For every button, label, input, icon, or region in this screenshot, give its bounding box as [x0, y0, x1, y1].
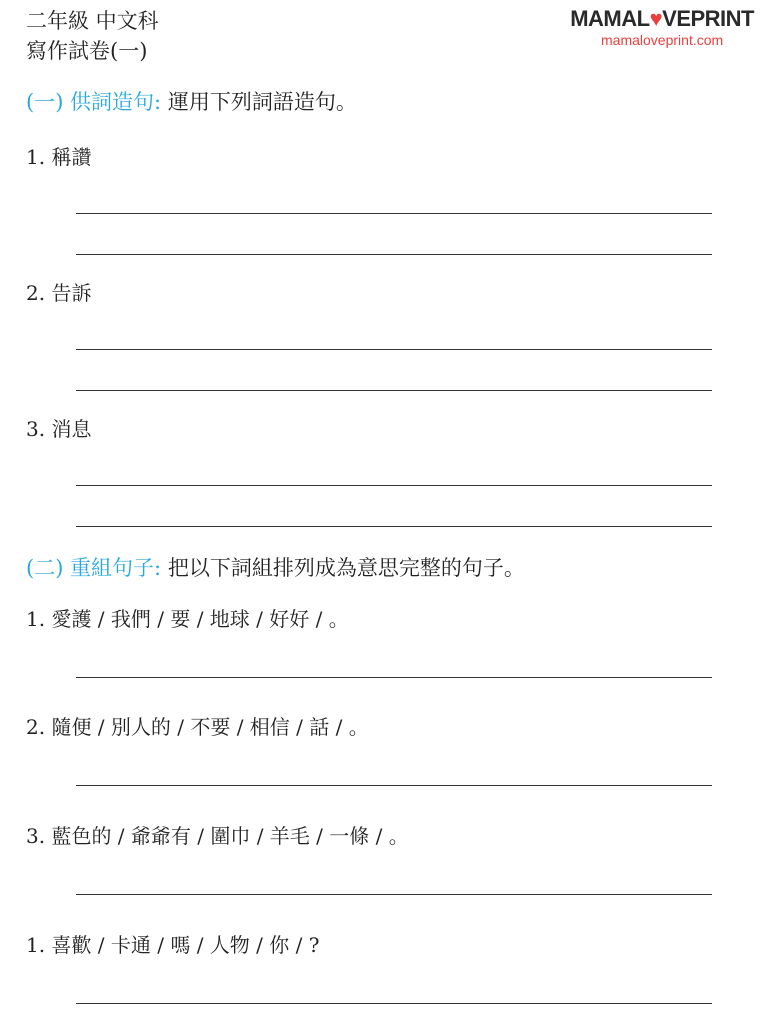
brand-url: mamaloveprint.com [601, 32, 724, 48]
section2-heading [26, 554, 525, 582]
answer-line[interactable] [76, 213, 712, 214]
heart-icon: ♥ [649, 6, 663, 31]
worksheet-subject: 二年級 中文科 [26, 9, 159, 33]
question-item: 2. 隨便 / 別人的 / 不要 / 相信 / 話 / 。 [26, 715, 369, 739]
answer-line[interactable] [76, 349, 712, 350]
answer-line[interactable] [76, 485, 712, 486]
question-item: 1. 稱讚 [26, 145, 92, 169]
question-item: 2. 告訴 [26, 281, 92, 305]
answer-line[interactable] [76, 785, 712, 786]
question-item: 1. 喜歡 / 卡通 / 嗎 / 人物 / 你 / ? [26, 933, 320, 957]
question-item: 3. 消息 [26, 417, 92, 441]
question-item: 3. 藍色的 / 爺爺有 / 圍巾 / 羊毛 / 一條 / 。 [26, 824, 409, 848]
question-item: 1. 愛護 / 我們 / 要 / 地球 / 好好 / 。 [26, 607, 349, 631]
answer-line[interactable] [76, 894, 712, 895]
section2-title: (二) 重組句子: [26, 556, 162, 580]
answer-line[interactable] [76, 1003, 712, 1004]
brand-logo [570, 6, 754, 48]
answer-line[interactable] [76, 677, 712, 678]
answer-line[interactable] [76, 526, 712, 527]
section1-instruction: 運用下列詞語造句。 [167, 90, 357, 114]
worksheet-title: 寫作試卷(一) [26, 39, 148, 63]
answer-line[interactable] [76, 390, 712, 391]
section1-title: (一) 供詞造句: [26, 90, 162, 114]
section2-instruction: 把以下詞組排列成為意思完整的句子。 [167, 556, 525, 580]
answer-line[interactable] [76, 254, 712, 255]
brand-wordmark: MAMAL♥VEPRINT [570, 6, 754, 31]
section1-heading [26, 88, 357, 116]
